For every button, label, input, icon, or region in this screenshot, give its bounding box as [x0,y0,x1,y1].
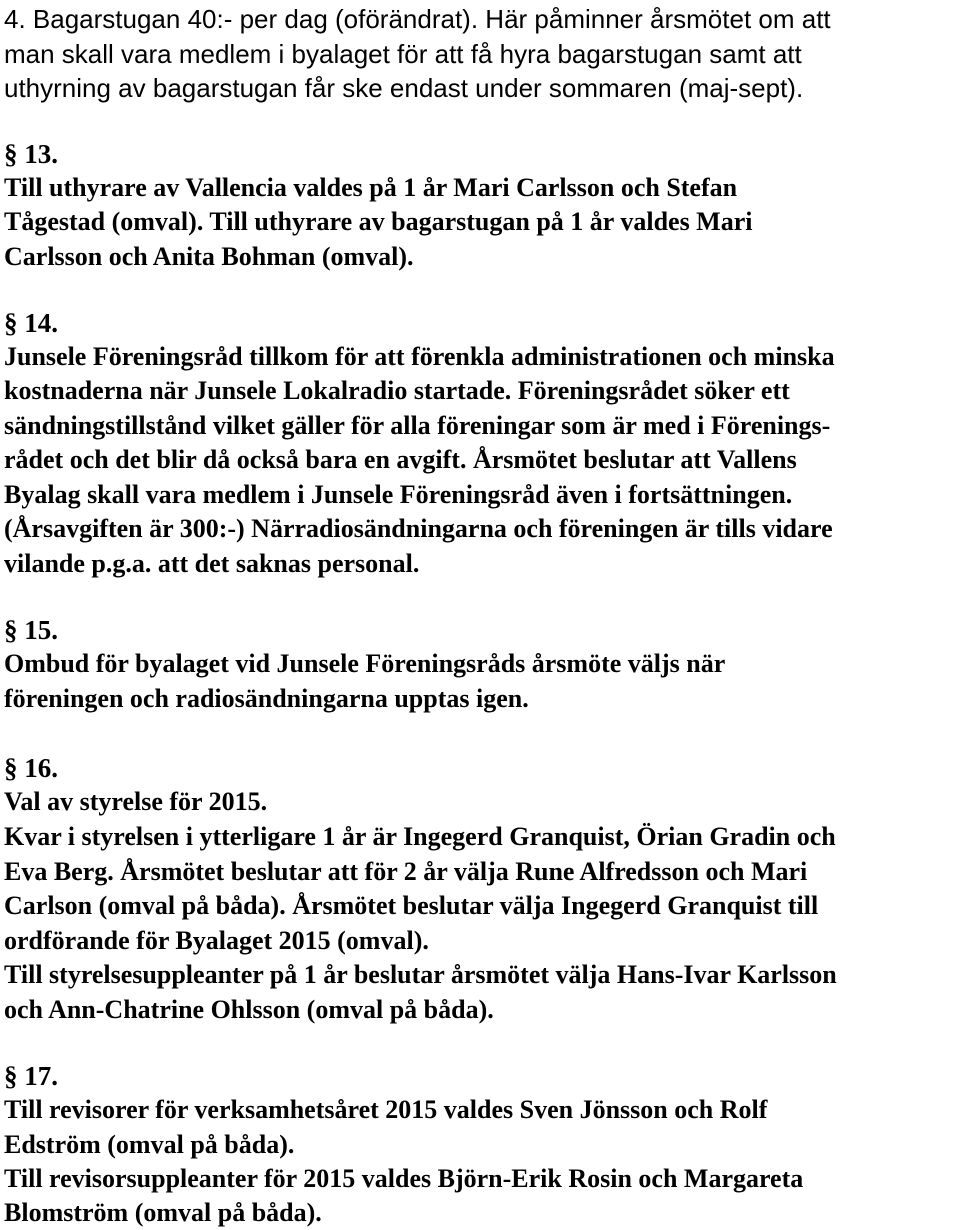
section-17-line: Blomström (omval på båda). [4,1198,322,1227]
section-14-line: rådet och det blir då också bara en avgift. Årsmötet beslutar att Vallens [4,445,797,474]
section-16-line: Eva Berg. Årsmötet beslutar att för 2 år välja Rune Alfredsson och Mari [4,857,808,886]
section-17-line: Till revisorer för verksamhetsåret 2015 valdes Sven Jönsson och Rolf [4,1095,768,1124]
item4-line: man skall vara medlem i byalaget för att få hyra bagarstugan samt att [4,39,802,69]
section-16-line: ordförande för Byalaget 2015 (omval). [4,926,429,955]
section-16-heading: § 16. [4,753,58,783]
section-17-line: Edström (omval på båda). [4,1130,295,1159]
section-16-line: Val av styrelse för 2015. [4,787,268,816]
section-15-line: Ombud för byalaget vid Junsele Föreningsråds årsmöte väljs när [4,649,726,678]
section-15-line: föreningen och radiosändningarna upptas igen. [4,684,529,713]
section-16-line: Till styrelsesuppleanter på 1 år beslutar årsmötet välja Hans-Ivar Karlsson [4,960,837,989]
section-16-line: och Ann-Chatrine Ohlsson (omval på båda). [4,995,494,1024]
section-13-heading: § 13. [4,139,58,169]
section-14-line: kostnaderna när Junsele Lokalradio startade. Föreningsrådet söker ett [4,376,790,405]
section-14-line: Byalag skall vara medlem i Junsele Föreningsråd även i fortsättningen. [4,480,793,509]
section-16-line: Carlson (omval på båda). Årsmötet beslutar välja Ingegerd Granquist till [4,891,819,920]
section-14-line: (Årsavgiften är 300:-) Närradiosändningarna och föreningen är tills vidare [4,514,833,543]
section-17-line: Till revisorsuppleanter för 2015 valdes Björn-Erik Rosin och Margareta [4,1164,804,1193]
section-14-heading: § 14. [4,308,58,338]
section-13-line: Carlsson och Anita Bohman (omval). [4,242,414,271]
item4-line: uthyrning av bagarstugan får ske endast under sommaren (maj-sept). [4,73,804,103]
section-14-line: vilande p.g.a. att det saknas personal. [4,549,420,578]
item4-line: 4. Bagarstugan 40:- per dag (oförändrat). Här påminner årsmötet om att [4,4,831,34]
section-13-line: Till uthyrare av Vallencia valdes på 1 år Mari Carlsson och Stefan [4,173,738,202]
section-14-line: Junsele Föreningsråd tillkom för att förenkla administrationen och minska [4,342,835,371]
section-13-line: Tågestad (omval). Till uthyrare av bagarstugan på 1 år valdes Mari [4,207,753,236]
section-17-heading: § 17. [4,1061,58,1091]
section-15-heading: § 15. [4,615,58,645]
section-16-line: Kvar i styrelsen i ytterligare 1 år är Ingegerd Granquist, Örian Gradin och [4,822,836,851]
section-14-line: sändningstillstånd vilket gäller för alla föreningar som är med i Förenings- [4,411,831,440]
